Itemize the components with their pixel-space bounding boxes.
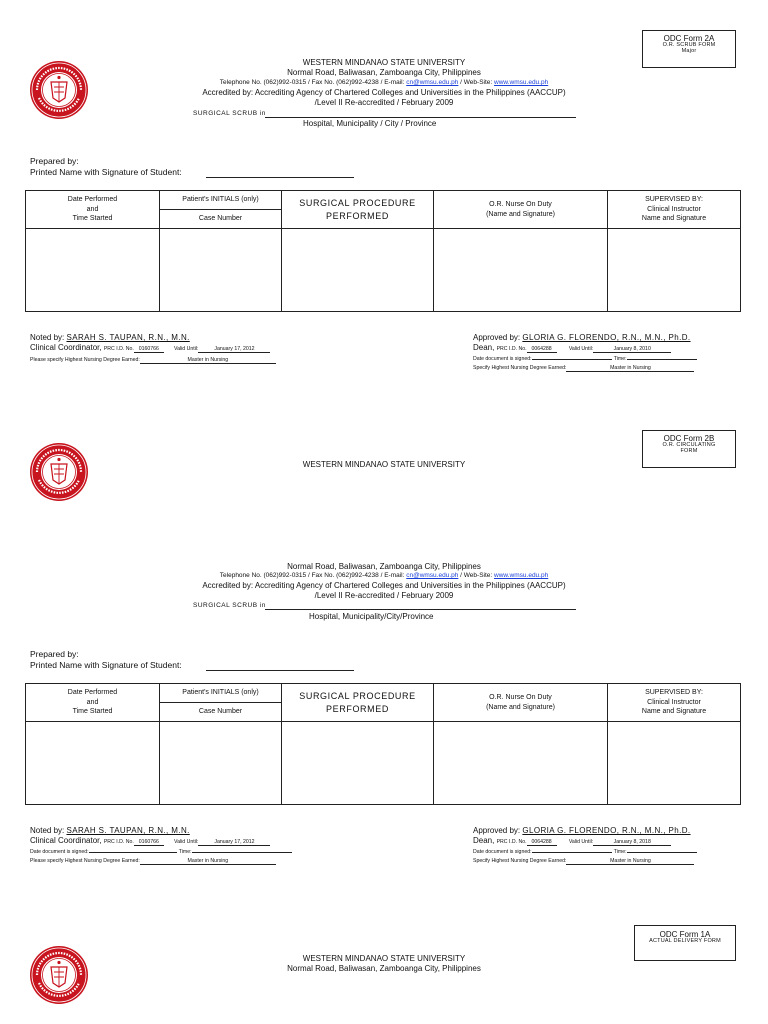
table-cell[interactable]: [160, 722, 282, 805]
header-supervised: SUPERVISED BY: Clinical Instructor Name and Signature: [608, 191, 741, 229]
form-subtitle: ACTUAL DELIVERY FORM: [649, 938, 721, 945]
header-or-nurse: O.R. Nurse On Duty (Name and Signature): [434, 684, 608, 722]
coordinator-name: SARAH S. TAUPAN, R.N., M.N.: [66, 826, 190, 835]
email-link[interactable]: cn@wmsu.edu.ph: [406, 79, 459, 86]
dean-valid: January 8, 2010: [593, 346, 671, 353]
coordinator-valid: January 17, 2012: [198, 839, 270, 846]
table-cell[interactable]: [608, 229, 741, 312]
prepared-by-label: Prepared by:: [30, 156, 79, 166]
website-link[interactable]: www.wmsu.edu.ph: [494, 79, 549, 86]
header-patient-initials: Patient's INITIALS (only): [160, 191, 282, 210]
coordinator-prc: 0160766: [134, 346, 164, 353]
header-date: Date Performed and Time Started: [26, 191, 160, 229]
table-cell[interactable]: [26, 229, 160, 312]
time-field[interactable]: [627, 359, 697, 360]
form-subtitle-2: Major: [681, 48, 697, 55]
time-field[interactable]: [627, 852, 697, 853]
noted-by-block: Noted by: SARAH S. TAUPAN, R.N., M.N. Clinical Coordinator, PRC I.D. No. 0160766 Valid Until: January 17, 2012 Please specify Highest Nursing Degree Earned: Master in Nursing: [30, 333, 330, 364]
student-signature-field[interactable]: [206, 670, 354, 671]
header-procedure: SURGICAL PROCEDURE PERFORMED: [282, 191, 434, 229]
time-field[interactable]: [192, 852, 292, 853]
form-code: ODC Form 2B: [663, 434, 715, 443]
prepared-by-label: Prepared by:: [30, 649, 79, 659]
printed-name-label: Printed Name with Signature of Student:: [30, 660, 182, 670]
hospital-caption: Hospital, Municipality / City / Province: [303, 119, 437, 128]
form-code: ODC Form 2A: [663, 34, 715, 43]
header-patient-initials: Patient's INITIALS (only): [160, 684, 282, 703]
university-name: WESTERN MINDANAO STATE UNIVERSITY: [302, 460, 466, 469]
dean-valid: January 8, 2018: [593, 839, 671, 846]
university-name: WESTERN MINDANAO STATE UNIVERSITY: [302, 954, 466, 963]
header-case-number: Case Number: [160, 703, 282, 722]
coordinator-prc: 0160766: [134, 839, 164, 846]
form-subtitle: O.R. SCRUB FORM: [662, 42, 716, 49]
header-case-number: Case Number: [160, 210, 282, 229]
table-cell[interactable]: [434, 229, 608, 312]
coordinator-degree: Master in Nursing: [140, 858, 276, 865]
record-table: [25, 190, 741, 312]
student-signature-field[interactable]: [206, 177, 354, 178]
table-cell[interactable]: [282, 722, 434, 805]
dean-prc: 0064288: [527, 346, 557, 353]
table-cell[interactable]: [434, 722, 608, 805]
noted-by-block: Noted by: SARAH S. TAUPAN, R.N., M.N. Clinical Coordinator, PRC I.D. No. 0160766 Valid Until: January 17, 2012 Date document is signed: Time: Please specify Highest Nursing Degree Earned: Master in Nursing: [30, 826, 330, 865]
date-signed-field[interactable]: [532, 359, 612, 360]
hospital-caption: Hospital, Municipality/City/Province: [309, 612, 434, 621]
date-signed-field[interactable]: [532, 852, 612, 853]
hospital-field[interactable]: [265, 609, 576, 610]
surgical-scrub-label: SURGICAL SCRUB in: [193, 602, 266, 609]
contact-line: Telephone No. (062)992-0315 / Fax No. (062)992-4238 / E-mail: cn@wmsu.edu.ph / Web-Site: www.wmsu.edu.ph: [219, 572, 549, 579]
header-date: Date Performed and Time Started: [26, 684, 160, 722]
hospital-field[interactable]: [265, 117, 576, 118]
coordinator-degree: Master in Nursing: [140, 357, 276, 364]
dean-prc: 0064288: [527, 839, 557, 846]
email-link[interactable]: cn@wmsu.edu.ph: [406, 572, 459, 579]
dean-degree: Master in Nursing: [566, 858, 694, 865]
date-signed-field[interactable]: [89, 852, 177, 853]
university-address: Normal Road, Baliwasan, Zamboanga City, Philippines: [287, 68, 481, 77]
record-table: [25, 683, 741, 805]
form-subtitle-2: FORM: [680, 448, 698, 455]
university-address: Normal Road, Baliwasan, Zamboanga City, Philippines: [287, 562, 481, 571]
university-address: Normal Road, Baliwasan, Zamboanga City, Philippines: [287, 964, 481, 973]
accreditation-line: Accredited by: Accrediting Agency of Chartered Colleges and Universities in the Philippines (AACCUP): [202, 88, 566, 97]
coordinator-valid: January 17, 2012: [198, 346, 270, 353]
printed-name-label: Printed Name with Signature of Student:: [30, 167, 182, 177]
accreditation-line: Accredited by: Accrediting Agency of Chartered Colleges and Universities in the Philippines (AACCUP): [202, 581, 566, 590]
approved-by-block: Approved by: GLORIA G. FLORENDO, R.N., M.N., Ph.D. Dean, PRC I.D. No. 0064288 Valid Until: January 8, 2010 Date document is signed: Time: Specify Highest Nursing Degree Earned: Master in Nursing: [473, 333, 743, 372]
university-name: WESTERN MINDANAO STATE UNIVERSITY: [302, 58, 466, 67]
university-seal-icon: [29, 442, 89, 502]
contact-line: Telephone No. (062)992-0315 / Fax No. (062)992-4238 / E-mail: cn@wmsu.edu.ph / Web-Site: www.wmsu.edu.ph: [219, 79, 549, 86]
dean-name: GLORIA G. FLORENDO, R.N., M.N., Ph.D.: [522, 333, 691, 342]
table-cell[interactable]: [160, 229, 282, 312]
accreditation-level: /Level II Re-accredited / February 2009: [314, 591, 454, 600]
header-supervised: SUPERVISED BY: Clinical Instructor Name and Signature: [608, 684, 741, 722]
header-or-nurse: O.R. Nurse On Duty (Name and Signature): [434, 191, 608, 229]
form-code: ODC Form 1A: [659, 930, 711, 939]
table-cell[interactable]: [608, 722, 741, 805]
website-link[interactable]: www.wmsu.edu.ph: [494, 572, 549, 579]
dean-name: GLORIA G. FLORENDO, R.N., M.N., Ph.D.: [522, 826, 691, 835]
coordinator-name: SARAH S. TAUPAN, R.N., M.N.: [66, 333, 190, 342]
form-subtitle: O.R. CIRCULATING: [662, 442, 716, 449]
header-procedure: SURGICAL PROCEDURE PERFORMED: [282, 684, 434, 722]
approved-by-block: Approved by: GLORIA G. FLORENDO, R.N., M.N., Ph.D. Dean, PRC I.D. No. 0064288 Valid Until: January 8, 2018 Date document is signed: Time: Specify Highest Nursing Degree Earned: Master in Nursing: [473, 826, 743, 865]
accreditation-level: /Level II Re-accredited / February 2009: [314, 98, 454, 107]
dean-degree: Master in Nursing: [566, 365, 694, 372]
table-cell[interactable]: [282, 229, 434, 312]
table-cell[interactable]: [26, 722, 160, 805]
surgical-scrub-label: SURGICAL SCRUB in: [193, 110, 266, 117]
